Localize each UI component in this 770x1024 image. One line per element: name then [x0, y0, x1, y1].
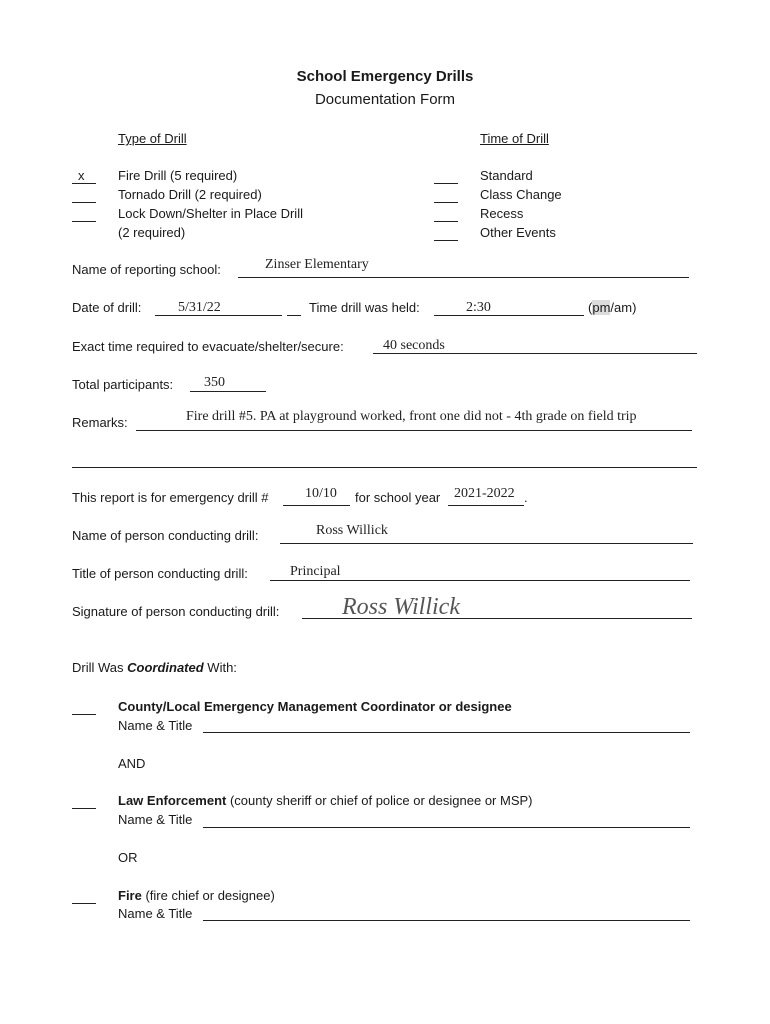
- remarks-field-line-2[interactable]: [72, 467, 697, 468]
- person-name-label: Name of person conducting drill:: [72, 528, 259, 543]
- lockdown-drill-required: (2 required): [118, 225, 186, 240]
- fire-name-title-label: Name & Title: [118, 906, 193, 921]
- school-name-value: Zinser Elementary: [265, 257, 369, 272]
- class-change-label: Class Change: [480, 187, 562, 202]
- fire-drill-mark: x: [78, 168, 85, 183]
- report-number-field[interactable]: [283, 505, 350, 506]
- recess-label: Recess: [480, 206, 524, 221]
- law-checkbox-line[interactable]: [72, 808, 96, 809]
- or-label: OR: [118, 850, 138, 865]
- form-subtitle: Documentation Form: [314, 91, 456, 108]
- fire-drill-label: Fire Drill (5 required): [118, 168, 238, 183]
- other-events-label: Other Events: [480, 225, 556, 240]
- am-pm-selector[interactable]: [588, 300, 636, 316]
- county-label: County/Local Emergency Management Coordinator or designee: [118, 699, 512, 714]
- school-year-value: 2021-2022: [454, 486, 515, 501]
- and-label: AND: [118, 756, 146, 771]
- county-name-title-label: Name & Title: [118, 718, 193, 733]
- school-name-label: Name of reporting school:: [72, 262, 221, 277]
- law-name-title-field[interactable]: [203, 827, 690, 828]
- participants-label: Total participants:: [72, 377, 174, 392]
- am-option[interactable]: /am): [610, 300, 637, 315]
- person-title-field[interactable]: [270, 580, 690, 581]
- tornado-drill-checkbox-line[interactable]: [72, 202, 96, 203]
- remarks-label: Remarks:: [72, 415, 128, 430]
- school-name-field[interactable]: [238, 277, 689, 278]
- time-held-value: 2:30: [466, 300, 491, 315]
- county-checkbox-line[interactable]: [72, 714, 96, 715]
- exact-time-value: 40 seconds: [383, 338, 445, 353]
- date-value: 5/31/22: [178, 300, 221, 315]
- lockdown-drill-checkbox-line[interactable]: [72, 221, 96, 222]
- exact-time-label: Exact time required to evacuate/shelter/secure:: [72, 339, 344, 354]
- participants-field[interactable]: [190, 391, 266, 392]
- school-year-label: for school year: [355, 490, 441, 505]
- pm-option[interactable]: pm: [592, 300, 611, 315]
- remarks-value: Fire drill #5. PA at playground worked, front one did not - 4th grade on field trip: [186, 409, 637, 424]
- form-title: School Emergency Drills: [296, 68, 474, 85]
- signature-label: Signature of person conducting drill:: [72, 604, 280, 619]
- fire-name-title-field[interactable]: [203, 920, 690, 921]
- fire-checkbox-line[interactable]: [72, 903, 96, 904]
- class-change-checkbox-line[interactable]: [434, 202, 458, 203]
- county-name-title-field[interactable]: [203, 732, 690, 733]
- recess-checkbox-line[interactable]: [434, 221, 458, 222]
- report-number-value: 10/10: [305, 486, 337, 501]
- date-label: Date of drill:: [72, 300, 142, 315]
- school-year-period: .: [524, 490, 528, 505]
- standard-checkbox-line[interactable]: [434, 183, 458, 184]
- signature-image: Ross Willick: [342, 594, 460, 620]
- time-held-label: Time drill was held:: [309, 300, 420, 315]
- report-number-label: This report is for emergency drill #: [72, 490, 269, 505]
- person-title-label: Title of person conducting drill:: [72, 566, 248, 581]
- lockdown-drill-label: Lock Down/Shelter in Place Drill: [118, 206, 303, 221]
- law-name-title-label: Name & Title: [118, 812, 193, 827]
- time-of-drill-header: Time of Drill: [480, 131, 549, 146]
- law-enforcement-label: Law Enforcement (county sheriff or chief of police or designee or MSP): [118, 793, 533, 808]
- tornado-drill-label: Tornado Drill (2 required): [118, 187, 262, 202]
- date-extra-line: [287, 315, 301, 316]
- person-name-field[interactable]: [280, 543, 693, 544]
- time-held-field[interactable]: [434, 315, 584, 316]
- person-name-value: Ross Willick: [316, 523, 388, 538]
- participants-value: 350: [204, 375, 225, 390]
- remarks-field[interactable]: [136, 430, 692, 431]
- paren-open: (: [588, 300, 593, 315]
- type-of-drill-header: Type of Drill: [118, 131, 187, 146]
- coordinated-with-label: Drill Was Coordinated With:: [72, 660, 237, 675]
- fire-label: Fire (fire chief or designee): [118, 888, 275, 903]
- person-title-value: Principal: [290, 564, 341, 579]
- standard-label: Standard: [480, 168, 533, 183]
- other-events-checkbox-line[interactable]: [434, 240, 458, 241]
- school-year-field[interactable]: [448, 505, 524, 506]
